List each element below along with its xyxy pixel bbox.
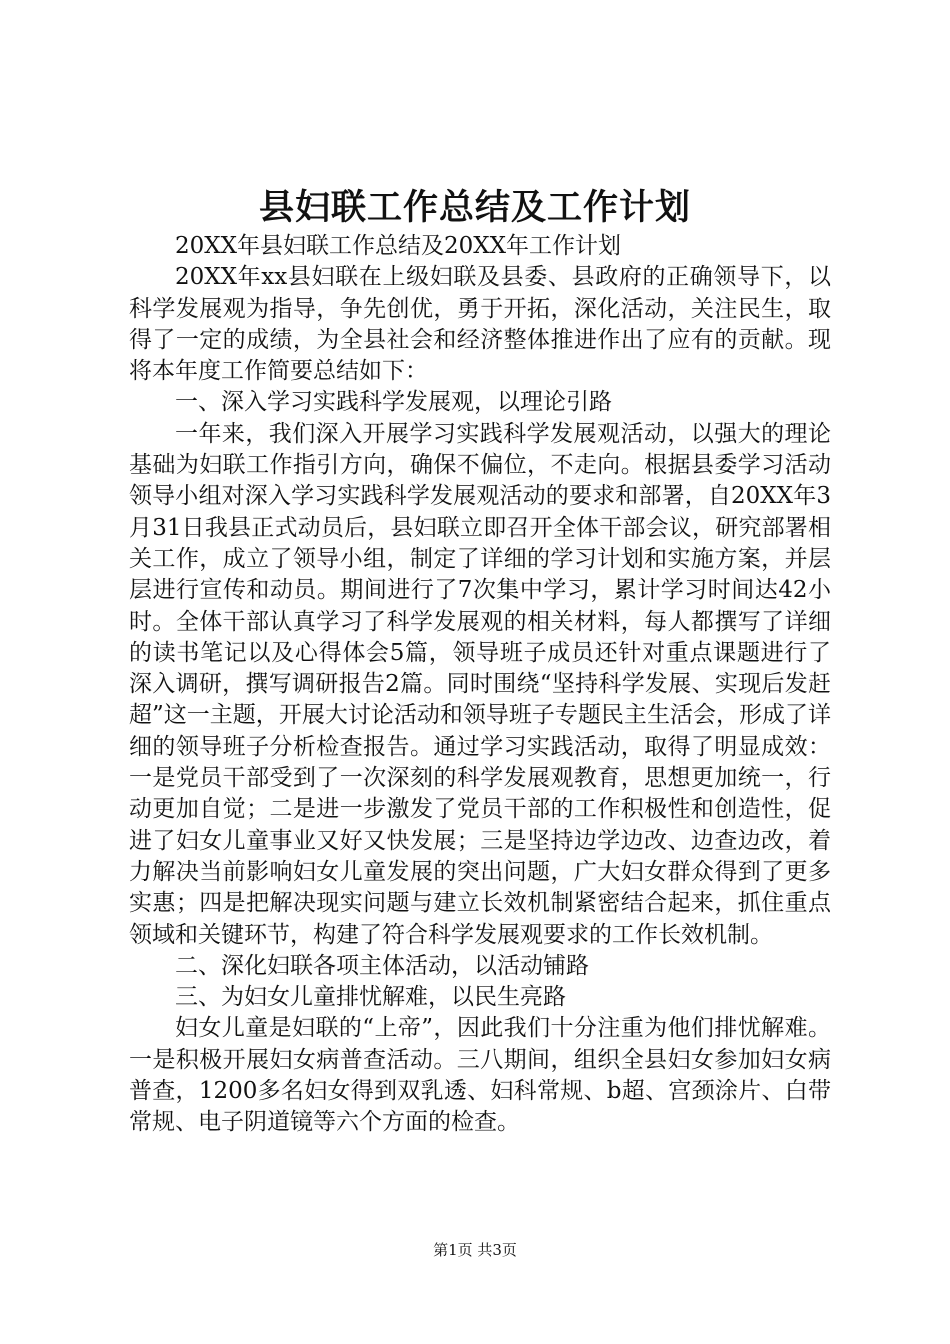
intro-paragraph: 20XX年xx县妇联在上级妇联及县委、县政府的正确领导下，以科学发展观为指导，争先创优，勇于开拓，深化活动，关注民生，取得了一定的成绩，为全县社会和经济整体推进作出了应有的贡献。现将本年度工作简要总结如下： — [129, 264, 831, 385]
section-1-paragraph: 一年来，我们深入开展学习实践科学发展观活动，以强大的理论基础为妇联工作指引方向，确保不偏位，不走向。根据县委学习活动领导小组对深入学习实践科学发展观活动的要求和部署，自20XX年3月31日我县正式动员后，县妇联立即召开全体干部会议，研究部署相关工作，成立了领导小组，制定了详细的学习计划和实施方案，并层层进行宣传和动员。期间进行了7次集中学习，累计学习时间达42小时。全体干部认真学习了科学发展观的相关材料，每人都撰写了详细的读书笔记以及心得体会5篇，领导班子成员还针对重点课题进行了深入调研，撰写调研报告2篇。同时围绕“坚持科学发展、实现后发赶超”这一主题，开展大讨论活动和领导班子专题民主生活会，形成了详细的领导班子分析检查报告。通过学习实践活动，取得了明显成效：一是党员干部受到了一次深刻的科学发展观教育，思想更加统一，行动更加自觉；二是进一步激发了党员干部的工作积极性和创造性，促进了妇女儿童事业又好又快发展；三是坚持边学边改、边查边改，着力解决当前影响妇女儿童发展的突出问题，广大妇女群众得到了更多实惠；四是把解决现实问题与建立长效机制紧密结合起来，抓住重点领域和关键环节，构建了符合科学发展观要求的工作长效机制。 — [129, 420, 831, 948]
document-body — [129, 231, 831, 1139]
subtitle-paragraph: 20XX年县妇联工作总结及20XX年工作计划 — [175, 233, 622, 259]
section-heading-1: 一、深入学习实践科学发展观，以理论引路 — [175, 389, 612, 416]
section-3-paragraph: 妇女儿童是妇联的“上帝”，因此我们十分注重为他们排忧解难。一是积极开展妇女病普查活动。三八期间，组织全县妇女参加妇女病普查，1200多名妇女得到双乳透、妇科常规、b超、宫颈涂片、白带常规、电子阴道镜等六个方面的检查。 — [129, 1015, 831, 1136]
document-title: 县妇联工作总结及工作计划 — [258, 187, 691, 228]
page-footer: 第1页 共3页 — [433, 1241, 517, 1259]
section-heading-2: 二、深化妇联各项主体活动，以活动铺路 — [175, 952, 589, 979]
section-heading-3: 三、为妇女儿童排忧解难，以民生亮路 — [175, 984, 566, 1011]
